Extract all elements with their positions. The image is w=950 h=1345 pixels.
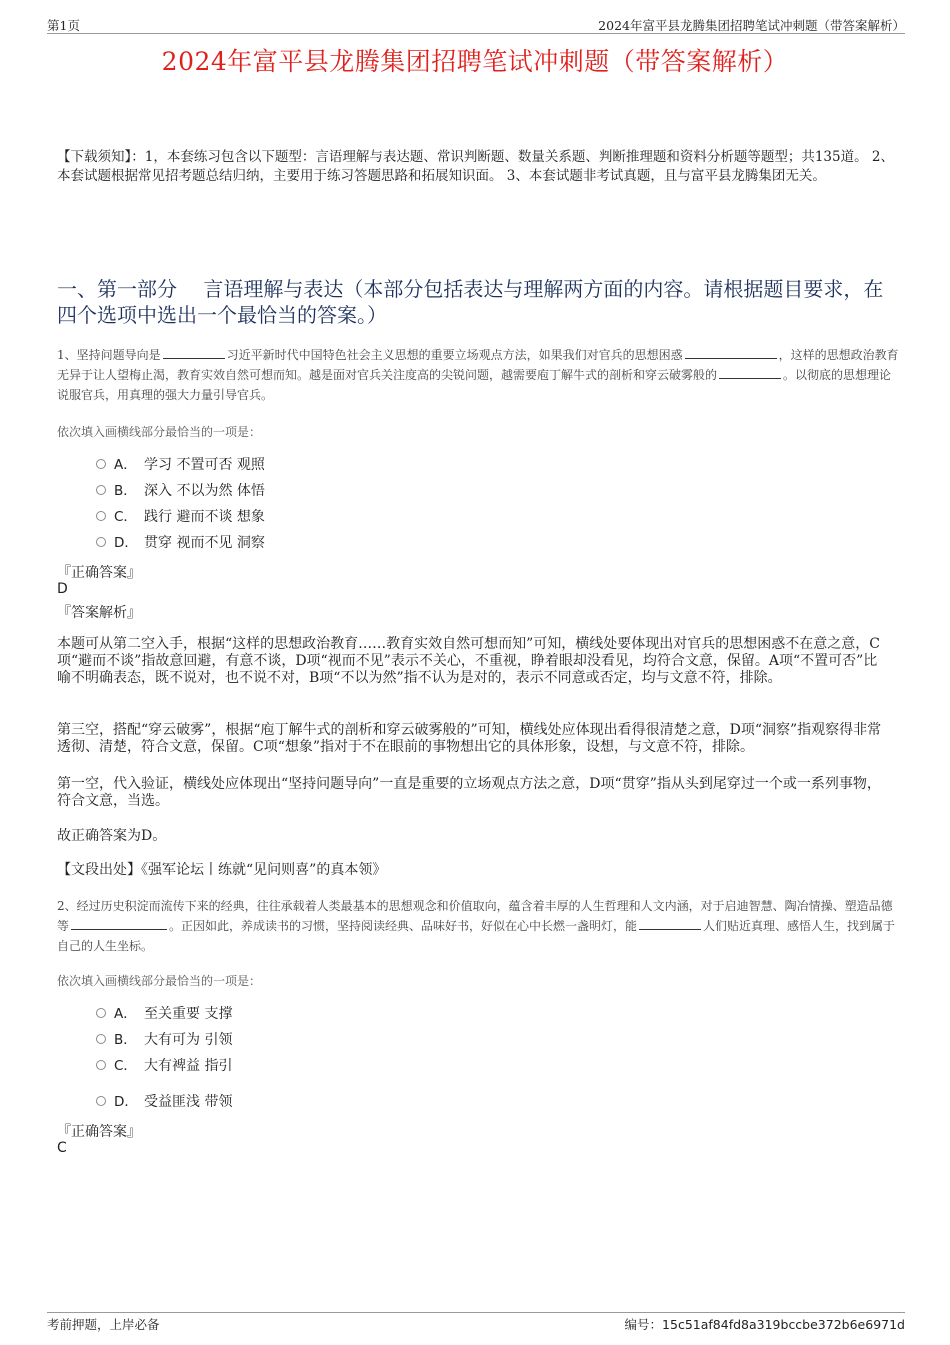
radio-icon[interactable]: [96, 511, 106, 521]
radio-icon[interactable]: [96, 1034, 106, 1044]
section-title: 一、第一部分 言语理解与表达（本部分包括表达与理解两方面的内容。请根据题目要求，在四个选项中选出一个最恰当的答案。）: [57, 277, 884, 327]
answer-blank: [639, 917, 701, 930]
analysis-paragraph: 第三空，搭配“穿云破雾”，根据“庖丁解牛式的剖析和穿云破雾般的”可知，横线处应体现出看得很清楚之意，D项“洞察”指观察得非常透彻、清楚，符合文意，保留。C项“想象”指对于不在眼前的事物想出它的具体形象，设想，与文意不符，排除。: [57, 722, 882, 755]
analysis-conclusion: 故正确答案为D。: [57, 828, 167, 844]
option-c[interactable]: C． 大有裨益 指引: [96, 1056, 232, 1076]
analysis-paragraph: 第一空，代入验证，横线处应体现出“坚持问题导向”一直是重要的立场观点方法之意，D项“贯穿”指从头到尾穿过一个或一系列事物，符合文意，当选。: [57, 776, 881, 809]
radio-icon[interactable]: [96, 537, 106, 547]
question-1-prompt: 依次填入画横线部分最恰当的一项是：: [57, 425, 262, 439]
option-b[interactable]: B． 大有可为 引领: [96, 1030, 232, 1050]
question-2-prompt: 依次填入画横线部分最恰当的一项是：: [57, 974, 262, 988]
question-2-text: [57, 896, 902, 956]
question-text-segment: 2、经过历史积淀而流传下来的经典，往往承载着人类最基本的思想观念和价值取向，蕴含着丰厚的人生哲理和人文内涵，对于启迪智慧、陶冶情操、塑造品德等: [57, 899, 893, 933]
option-d[interactable]: D． 受益匪浅 带领: [96, 1092, 232, 1112]
radio-icon[interactable]: [96, 1060, 106, 1070]
radio-icon[interactable]: [96, 1008, 106, 1018]
option-a[interactable]: A． 学习 不置可否 观照: [96, 455, 265, 475]
page-header: [47, 14, 905, 34]
correct-answer-label: 『正确答案』: [57, 565, 141, 581]
header-doc-title: 2024年富平县龙腾集团招聘笔试冲刺题（带答案解析）: [598, 18, 905, 33]
question-text-segment: 人们贴近真理、感悟人生，找到属于自己的人生坐标。: [57, 919, 896, 953]
answer-blank: [71, 917, 167, 930]
answer-blank: [685, 346, 777, 359]
question-1-text: [57, 345, 902, 405]
radio-icon[interactable]: [96, 485, 106, 495]
page-title: 2024年富平县龙腾集团招聘笔试冲刺题（带答案解析）: [161, 47, 789, 76]
radio-icon[interactable]: [96, 459, 106, 469]
question-text-segment: ，这样的思想政治教育无异于让人望梅止渴，教育实效自然可想而知。越是面对官兵关注度高的尖锐问题，越需要庖丁解牛式的剖析和穿云破雾般的: [57, 348, 899, 382]
footer-slogan: 考前押题，上岸必备: [47, 1317, 160, 1332]
document-code: 编号：15c51af84fd8a319bccbe372b6e6971d: [624, 1317, 905, 1332]
option-b[interactable]: B． 深入 不以为然 体悟: [96, 481, 265, 501]
option-d[interactable]: D． 贯穿 视而不见 洞察: [96, 533, 265, 553]
radio-icon[interactable]: [96, 1096, 106, 1106]
question-text-segment: 1、坚持问题导向是: [57, 348, 161, 362]
page-number: 第1页: [47, 18, 80, 33]
question-text-segment: 。以彻底的思想理论说服官兵，用真理的强大力量引导官兵。: [57, 368, 892, 402]
answer-blank: [163, 346, 225, 359]
answer-blank: [719, 366, 781, 379]
page-footer: [47, 1312, 905, 1333]
option-a[interactable]: A． 至关重要 支撑: [96, 1004, 232, 1024]
question-text-segment: 习近平新时代中国特色社会主义思想的重要立场观点方法，如果我们对官兵的思想困惑: [226, 348, 683, 362]
text-source: 【文段出处】《强军论坛丨练就“见问则喜”的真本领》: [57, 862, 387, 878]
analysis-label: 『答案解析』: [57, 605, 141, 621]
correct-answer-label: 『正确答案』: [57, 1124, 141, 1140]
correct-answer: C: [57, 1140, 67, 1156]
correct-answer: D: [57, 581, 68, 597]
download-notice: 【下载须知】：1，本套练习包含以下题型：言语理解与表达题、常识判断题、数量关系题、判断推理题和资料分析题等题型；共135道。 2、本套试题根据常见招考题总结归纳，主要用于练习答题思路和拓展知识面。 3、本套试题非考试真题，且与富平县龙腾集团无关。: [57, 149, 894, 184]
option-c[interactable]: C． 践行 避而不谈 想象: [96, 507, 265, 527]
analysis-paragraph: 本题可从第二空入手，根据“这样的思想政治教育……教育实效自然可想而知”可知，横线处要体现出对官兵的思想困惑不在意之意，C项“避而不谈”指故意回避，有意不谈，D项“视而不见”表示不关心，不重视，睁着眼却没看见，均符合文意，保留。A项“不置可否”比喻不明确表态，既不说对，也不说不对，B项“不以为然”指不认为是对的，表示不同意或否定，均与文意不符，排除。: [57, 636, 881, 686]
question-text-segment: 。正因如此，养成读书的习惯，坚持阅读经典、品味好书，好似在心中长燃一盏明灯，能: [169, 919, 638, 933]
